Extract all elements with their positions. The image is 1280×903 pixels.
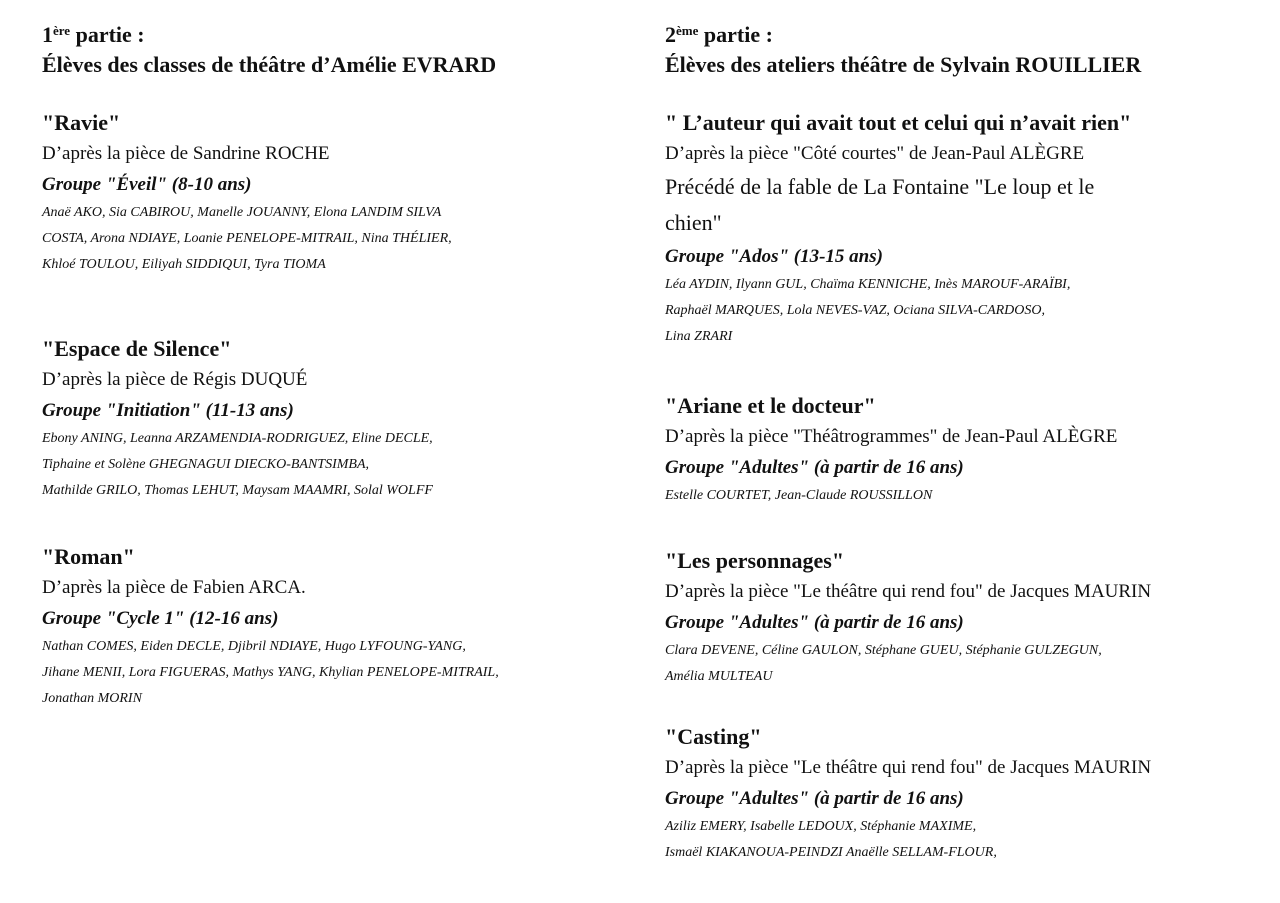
piece-ariane-et-le-docteur [665,391,1280,509]
cast-line: Clara DEVENE, Céline GAULON, Stéphane GUEU, Stéphanie GULZEGUN, [665,643,1102,658]
cast-line: Khloé TOULOU, Eiliyah SIDDIQUI, Tyra TIOMA [42,257,326,272]
part-1-subtitle: Élèves des classes de théâtre d’Amélie EVRARD [42,52,497,77]
piece-group: Groupe "Cycle 1" (12-16 ans) [42,608,279,629]
piece-cast [42,426,662,504]
piece-source: D’après la pièce "Le théâtre qui rend fou" de Jacques MAURIN [665,581,1152,602]
piece-source: D’après la pièce de Sandrine ROCHE [42,143,330,164]
piece-cast [665,272,1280,350]
cast-line: Aziliz EMERY, Isabelle LEDOUX, Stéphanie MAXIME, [665,819,977,834]
piece-cast [665,814,1280,866]
cast-line: COSTA, Arona NDIAYE, Loanie PENELOPE-MITRAIL, Nina THÉLIER, [42,231,452,246]
piece-source: D’après la pièce "Côté courtes" de Jean-Paul ALÈGRE [665,143,1085,164]
piece-source: D’après la pièce "Le théâtre qui rend fou" de Jacques MAURIN [665,757,1152,778]
preceded-line: Précédé de la fable de La Fontaine "Le loup et le [665,174,1095,199]
part-2-column [665,20,1265,860]
piece-group: Groupe "Adultes" (à partir de 16 ans) [665,457,964,478]
piece-espace-de-silence [42,334,662,504]
piece-cast [665,483,1280,509]
cast-line: Nathan COMES, Eiden DECLE, Djibril NDIAYE, Hugo LYFOUNG-YANG, [42,639,466,654]
piece-title: "Les personnages" [665,548,845,573]
piece-cast [42,200,662,278]
cast-line: Léa AYDIN, Ilyann GUL, Chaïma KENNICHE, Inès MAROUF-ARAÏBI, [665,277,1071,292]
cast-line: Jihane MENII, Lora FIGUERAS, Mathys YANG, Khylian PENELOPE-MITRAIL, [42,665,499,680]
piece-source: D’après la pièce de Régis DUQUÉ [42,369,308,390]
piece-auteur-qui-avait-tout [665,108,1280,350]
piece-title: "Ariane et le docteur" [665,393,876,418]
cast-line: Ebony ANING, Leanna ARZAMENDIA-RODRIGUEZ, Eline DECLE, [42,431,433,446]
cast-line: Estelle COURTET, Jean-Claude ROUSSILLON [665,488,933,503]
cast-line: Tiphaine et Solène GHEGNAGUI DIECKO-BANTSIMBA, [42,457,370,472]
ordinal-suffix: ème [676,23,699,38]
part-number: 1 [42,22,53,47]
piece-group: Groupe "Adultes" (à partir de 16 ans) [665,612,964,633]
part-label: partie : [698,22,773,47]
piece-les-personnages [665,546,1280,690]
piece-title: "Roman" [42,544,135,569]
part-2-heading [665,20,1265,50]
part-label: partie : [70,22,145,47]
piece-cast [665,638,1280,690]
cast-line: Jonathan MORIN [42,691,142,706]
piece-source: D’après la pièce "Théâtrogrammes" de Jean-Paul ALÈGRE [665,426,1118,447]
cast-line: Raphaël MARQUES, Lola NEVES-VAZ, Ociana SILVA-CARDOSO, [665,303,1046,318]
part-1-heading [42,20,642,50]
piece-title: "Casting" [665,724,762,749]
part-2-subtitle: Élèves des ateliers théâtre de Sylvain ROUILLIER [665,52,1142,77]
cast-line: Amélia MULTEAU [665,669,773,684]
piece-roman [42,542,662,712]
piece-cast [42,634,662,712]
piece-group: Groupe "Initiation" (11-13 ans) [42,400,294,421]
part-number: 2 [665,22,676,47]
ordinal-suffix: ère [53,23,71,38]
piece-source: D’après la pièce de Fabien ARCA. [42,577,306,598]
piece-title: "Ravie" [42,110,121,135]
cast-line: Ismaël KIAKANOUA-PEINDZI Anaëlle SELLAM-FLOUR, [665,845,997,860]
piece-group: Groupe "Ados" (13-15 ans) [665,246,883,267]
cast-line: Lina ZRARI [665,329,733,344]
piece-title: "Espace de Silence" [42,336,232,361]
part-1-column [42,20,642,706]
piece-casting [665,722,1280,866]
cast-line: Mathilde GRILO, Thomas LEHUT, Maysam MAAMRI, Solal WOLFF [42,483,433,498]
piece-group: Groupe "Adultes" (à partir de 16 ans) [665,788,964,809]
cast-line: Anaë AKO, Sia CABIROU, Manelle JOUANNY, Elona LANDIM SILVA [42,205,442,220]
piece-preceded-by [665,169,1280,241]
piece-group: Groupe "Éveil" (8-10 ans) [42,174,252,195]
piece-ravie [42,108,662,278]
preceded-line: chien" [665,210,722,235]
piece-title: " L’auteur qui avait tout et celui qui n’avait rien" [665,110,1132,135]
